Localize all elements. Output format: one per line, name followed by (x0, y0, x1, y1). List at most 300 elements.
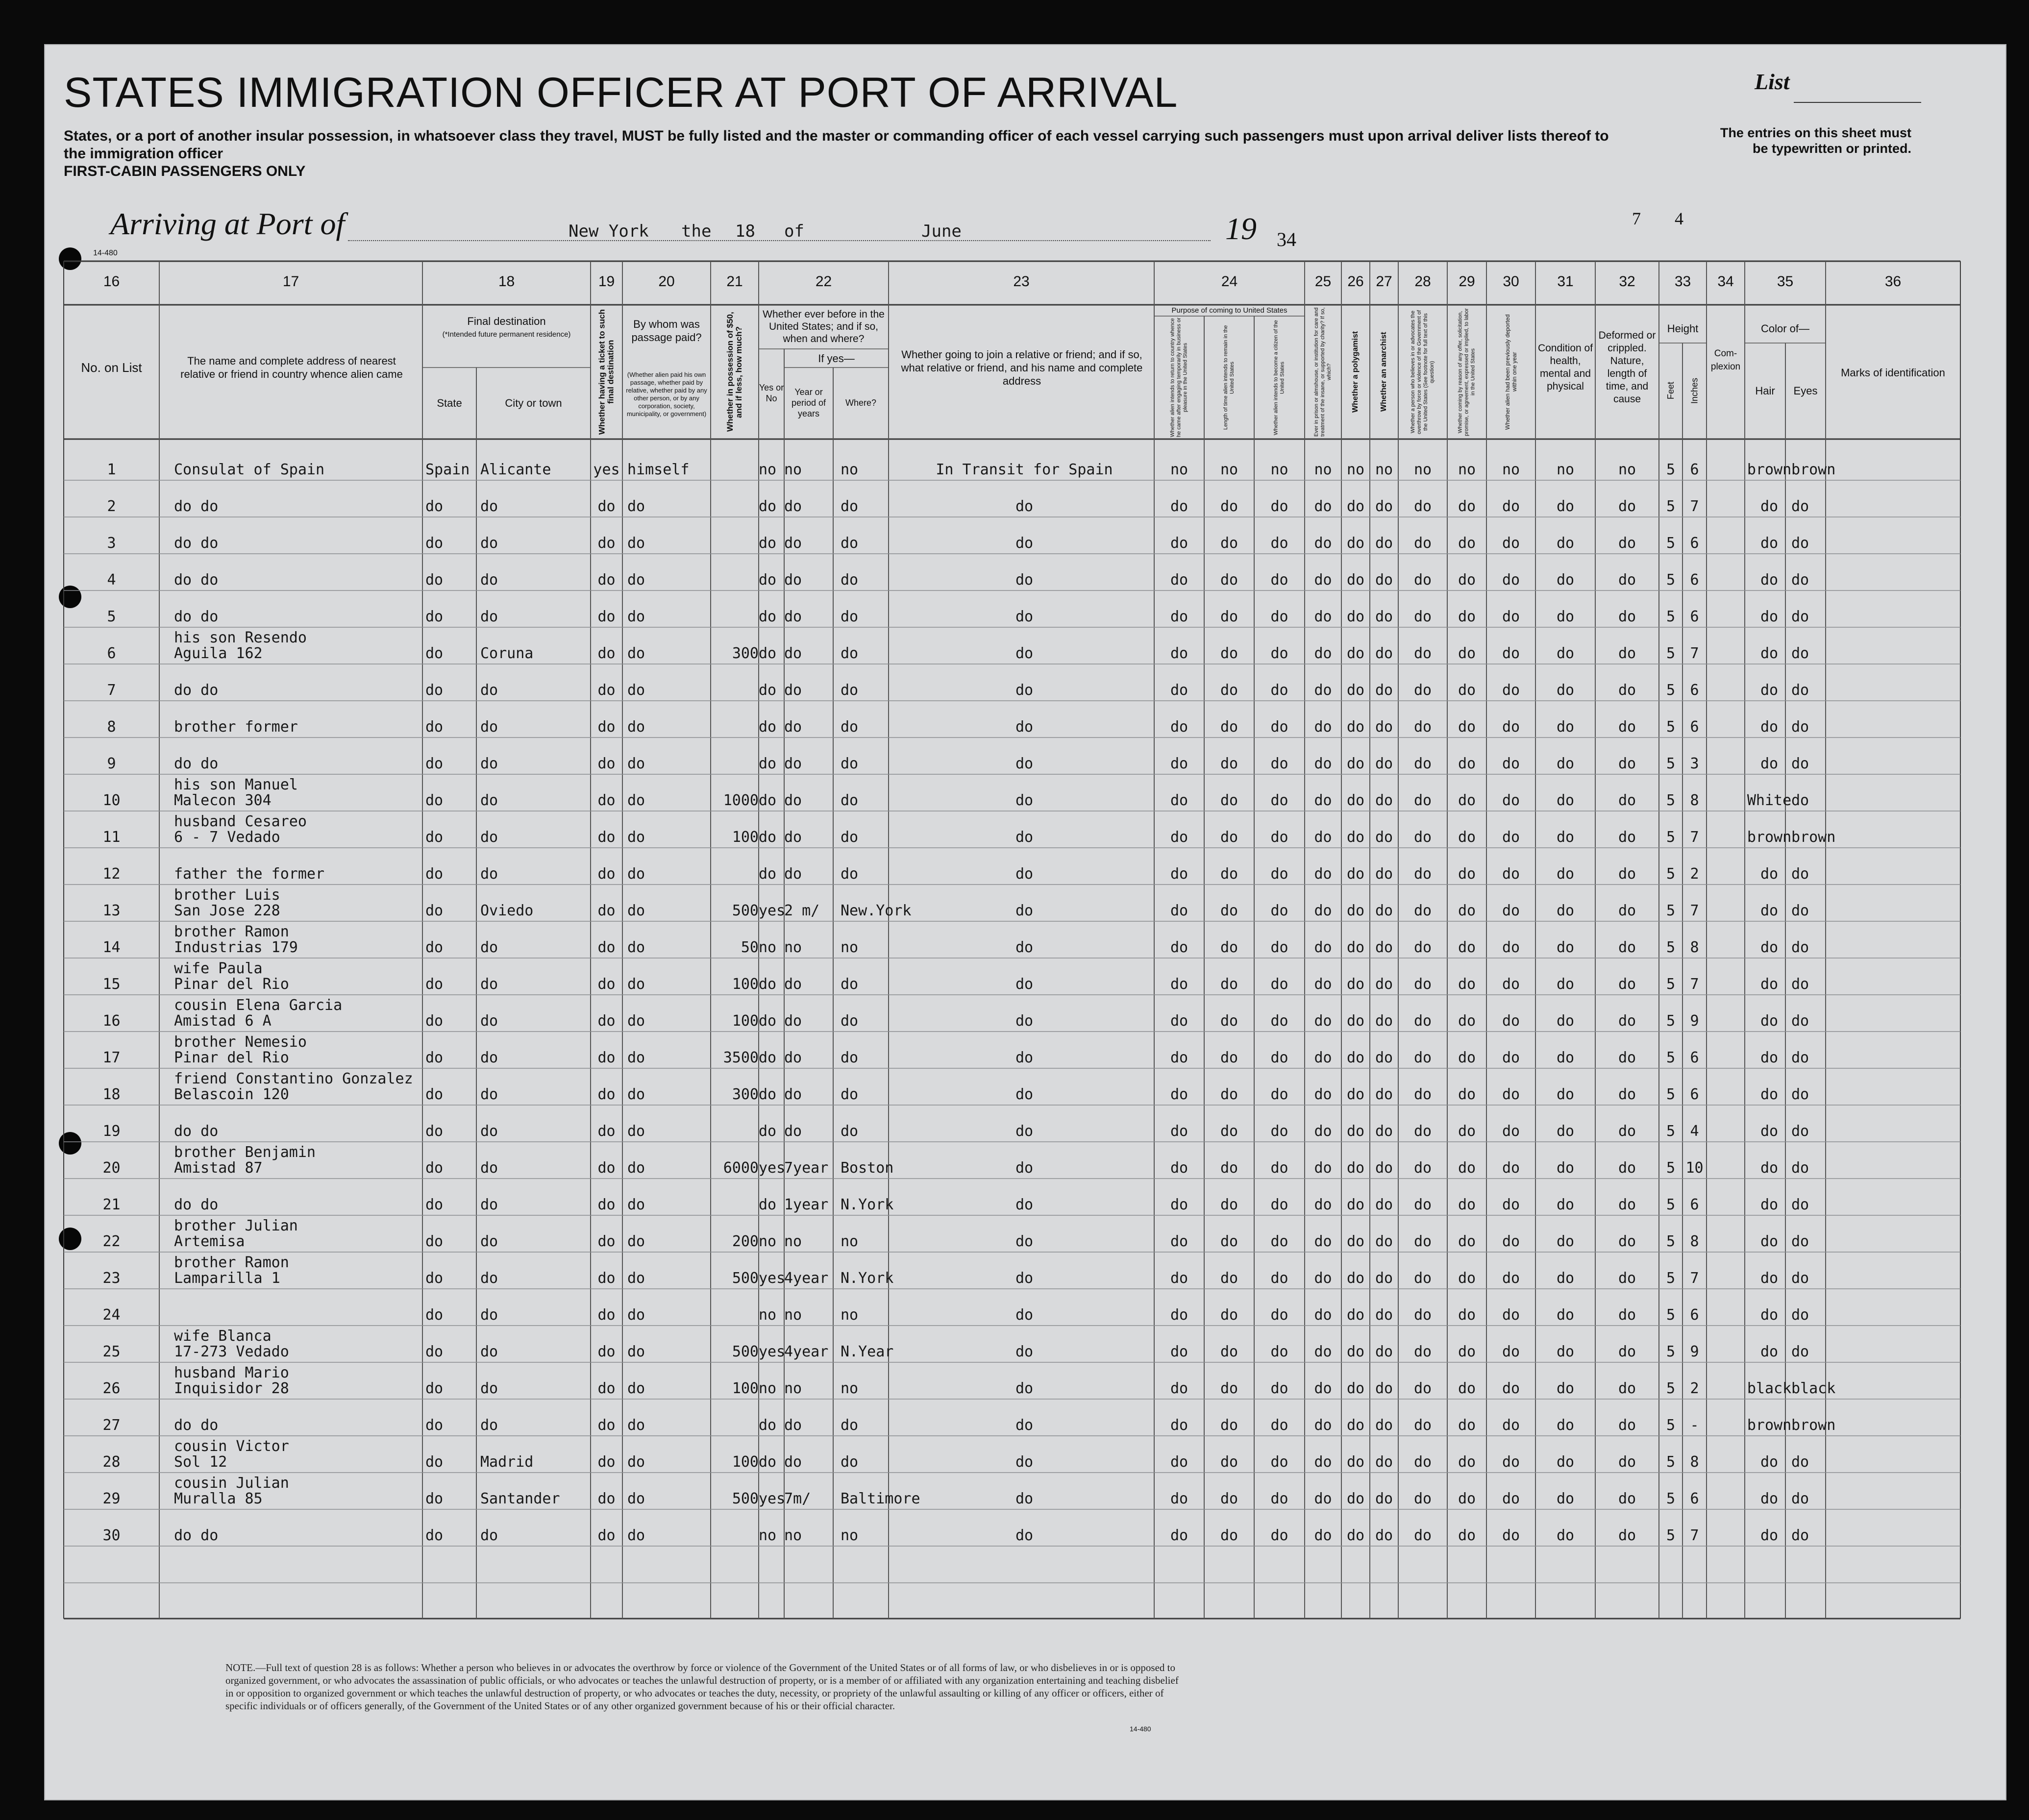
cell-money: 100 (732, 1012, 759, 1030)
cell-relative-line2: Aguila 162 (174, 645, 263, 662)
cell-c27: do (1375, 1417, 1393, 1434)
cell-c32: do (1618, 718, 1636, 736)
cell-city: do (480, 792, 498, 809)
cell-c29: do (1458, 1453, 1476, 1471)
cell-yn: do (759, 571, 777, 589)
cell-paid: do (627, 755, 645, 772)
col-num-24: 24 (1221, 273, 1238, 290)
cell-relative-line2: do do (174, 1123, 219, 1140)
col-num-23: 23 (1013, 273, 1030, 290)
cell-ft: 5 (1666, 645, 1676, 662)
cell-state: do (425, 1343, 444, 1360)
cell-c25: do (1314, 1380, 1332, 1397)
cell-c25: do (1314, 1159, 1332, 1177)
cell-city: Oviedo (480, 902, 534, 919)
cell-p2: do (1220, 939, 1238, 956)
cell-c32: do (1618, 1527, 1636, 1544)
cell-yn: no (759, 1380, 777, 1397)
passage-paid-header: By whom was passage paid? (631, 318, 702, 344)
cell-eyes: do (1791, 902, 1809, 919)
cell-yn: do (759, 1123, 777, 1140)
cell-p3: do (1270, 608, 1288, 625)
cell-c29: do (1458, 1012, 1476, 1030)
cell-c29: do (1458, 1123, 1476, 1140)
cell-ticket: do (597, 1343, 616, 1360)
cell-paid: do (627, 1343, 645, 1360)
cell-c27: do (1375, 682, 1393, 699)
cell-join: do (1015, 682, 1034, 699)
cell-relative-line2: Amistad 87 (174, 1159, 263, 1177)
cell-no: 3 (107, 535, 116, 552)
col-num-17: 17 (282, 273, 299, 290)
cell-join: do (1015, 1049, 1034, 1066)
cell-hair: do (1760, 755, 1779, 772)
cell-money: 200 (732, 1233, 759, 1250)
purpose-a-header: Whether alien intends to return to country whence he came after engaging temporarily in business or pleasure in the United States (1169, 318, 1188, 438)
cell-c26: no (1346, 461, 1365, 478)
cell-join: do (1015, 1123, 1034, 1140)
cell-c26: do (1346, 1123, 1365, 1140)
cell-yn: yes (759, 1159, 786, 1177)
cell-p2: do (1220, 1527, 1238, 1544)
cell-city: do (480, 1049, 498, 1066)
cell-eyes: do (1791, 1233, 1809, 1250)
cell-eyes: brown (1791, 1417, 1836, 1434)
cell-ft: 5 (1666, 1380, 1676, 1397)
cell-c29: do (1458, 608, 1476, 625)
cell-c27: do (1375, 1049, 1393, 1066)
cell-c29: do (1458, 1233, 1476, 1250)
cell-c25: do (1314, 608, 1332, 625)
cell-where: no (841, 1306, 859, 1324)
cell-ft: 5 (1666, 461, 1676, 478)
cell-ft: 5 (1666, 1086, 1676, 1103)
cell-in: 7 (1690, 902, 1699, 919)
cell-hair: do (1760, 682, 1779, 699)
cell-no: 4 (107, 571, 116, 589)
cell-ticket: do (597, 902, 616, 919)
cell-c27: do (1375, 1270, 1393, 1287)
cell-c31: do (1556, 645, 1575, 662)
cell-p2: do (1220, 1380, 1238, 1397)
cell-c26: do (1346, 976, 1365, 993)
cell-city: do (480, 976, 498, 993)
col-num-27: 27 (1376, 273, 1392, 290)
cell-city: do (480, 1380, 498, 1397)
cell-p3: do (1270, 939, 1288, 956)
cell-p2: do (1220, 1012, 1238, 1030)
cell-yn: no (759, 461, 777, 478)
cell-c26: do (1346, 1159, 1365, 1177)
cell-c27: do (1375, 1343, 1393, 1360)
cell-join: do (1015, 1012, 1034, 1030)
cell-c26: do (1346, 792, 1365, 809)
cell-c32: no (1618, 461, 1636, 478)
cell-yr: do (784, 718, 802, 736)
cell-c29: do (1458, 976, 1476, 993)
cell-c25: do (1314, 1453, 1332, 1471)
cell-p2: do (1220, 608, 1238, 625)
cell-c26: do (1346, 682, 1365, 699)
cell-p3: do (1270, 1343, 1288, 1360)
cell-state: do (425, 608, 444, 625)
cell-c25: do (1314, 829, 1332, 846)
cell-c30: do (1502, 1490, 1520, 1507)
cell-c29: do (1458, 1086, 1476, 1103)
cell-p2: do (1220, 1196, 1238, 1213)
cell-c25: do (1314, 1306, 1332, 1324)
cell-in: 6 (1690, 1049, 1699, 1066)
cell-c27: do (1375, 1453, 1393, 1471)
cell-c29: do (1458, 1380, 1476, 1397)
cell-p1: do (1170, 718, 1188, 736)
cell-state: do (425, 1086, 444, 1103)
cell-state: do (425, 939, 444, 956)
cell-c29: do (1458, 1306, 1476, 1324)
cell-no: 23 (102, 1270, 121, 1287)
cell-eyes: do (1791, 1270, 1809, 1287)
cell-hair: do (1760, 1086, 1779, 1103)
cell-hair: do (1760, 902, 1779, 919)
cell-join: do (1015, 1453, 1034, 1471)
cell-c26: do (1346, 865, 1365, 883)
cell-ft: 5 (1666, 535, 1676, 552)
cell-join: do (1015, 1343, 1034, 1360)
cell-ticket: do (597, 1123, 616, 1140)
cell-no: 11 (102, 829, 121, 846)
cell-c31: do (1556, 792, 1575, 809)
cell-p2: do (1220, 1306, 1238, 1324)
cell-paid: do (627, 1233, 645, 1250)
cell-where: do (841, 498, 859, 515)
cell-c26: do (1346, 498, 1365, 515)
cell-p3: do (1270, 1270, 1288, 1287)
cell-city: do (480, 608, 498, 625)
cell-c28: do (1413, 1233, 1432, 1250)
cell-c30: do (1502, 498, 1520, 515)
cell-state: do (425, 1380, 444, 1397)
cell-c31: do (1556, 1343, 1575, 1360)
cell-no: 10 (102, 792, 121, 809)
the-label: the (681, 221, 712, 241)
cell-paid: do (627, 608, 645, 625)
cell-c30: do (1502, 1343, 1520, 1360)
cell-c29: do (1458, 1049, 1476, 1066)
cell-state: do (425, 571, 444, 589)
cell-c27: do (1375, 792, 1393, 809)
cell-c26: do (1346, 1453, 1365, 1471)
cell-c27: do (1375, 1086, 1393, 1103)
cell-yr: no (784, 1306, 802, 1324)
cell-no: 22 (102, 1233, 121, 1250)
cell-c27: do (1375, 1380, 1393, 1397)
cell-c28: do (1413, 1527, 1432, 1544)
cell-city: do (480, 682, 498, 699)
cell-state: do (425, 682, 444, 699)
cell-paid: do (627, 1380, 645, 1397)
inches-header: Inches (1689, 377, 1700, 404)
cell-where: do (841, 608, 859, 625)
cell-state: do (425, 976, 444, 993)
cell-c30: do (1502, 1049, 1520, 1066)
cell-p1: do (1170, 1123, 1188, 1140)
cell-c25: do (1314, 1233, 1332, 1250)
cell-state: do (425, 1417, 444, 1434)
cell-c27: do (1375, 645, 1393, 662)
cell-c30: do (1502, 535, 1520, 552)
cell-ticket: do (597, 1417, 616, 1434)
cell-ticket: do (597, 1270, 616, 1287)
cell-money: 300 (732, 1086, 759, 1103)
cell-yn: no (759, 1527, 777, 1544)
cell-p3: do (1270, 1306, 1288, 1324)
cell-hair: do (1760, 571, 1779, 589)
cell-c26: do (1346, 608, 1365, 625)
cell-p1: do (1170, 865, 1188, 883)
cell-paid: do (627, 1490, 645, 1507)
cell-paid: do (627, 682, 645, 699)
cell-c32: do (1618, 1270, 1636, 1287)
cell-c30: do (1502, 1196, 1520, 1213)
overthrow-header: Whether a person who believes in or advocates the overthrow by force or violence of the Government of the United States (See footnote for full text of this question) (1410, 310, 1435, 434)
cell-ticket: do (597, 1049, 616, 1066)
cell-c26: do (1346, 1306, 1365, 1324)
cell-relative-line2: Malecon 304 (174, 792, 272, 809)
join-relative-header: Whether going to join a relative or friend; and if so, what relative or friend, and his name and complete address (901, 348, 1143, 387)
cell-relative-line2: Consulat of Spain (174, 461, 325, 478)
cell-p2: do (1220, 829, 1238, 846)
cell-city: do (480, 1196, 498, 1213)
cell-join: do (1015, 498, 1034, 515)
cell-c26: do (1346, 829, 1365, 846)
cell-state: do (425, 1270, 444, 1287)
cell-city: Madrid (480, 1453, 534, 1471)
cell-no: 16 (102, 1012, 121, 1030)
cell-c29: do (1458, 571, 1476, 589)
cell-no: 12 (102, 865, 121, 883)
cell-p3: do (1270, 1012, 1288, 1030)
cell-ticket: do (597, 608, 616, 625)
cell-money: 500 (732, 1270, 759, 1287)
cell-where: no (841, 1380, 859, 1397)
cell-c26: do (1346, 1343, 1365, 1360)
cell-eyes: do (1791, 608, 1809, 625)
cell-hair: brown (1747, 461, 1792, 478)
cell-p3: do (1270, 718, 1288, 736)
cell-c31: do (1556, 1012, 1575, 1030)
cell-no: 30 (102, 1527, 121, 1544)
cell-c27: no (1375, 461, 1393, 478)
cell-in: 2 (1690, 1380, 1699, 1397)
cell-yr: 1year (784, 1196, 829, 1213)
cell-ft: 5 (1666, 571, 1676, 589)
cell-c31: do (1556, 1306, 1575, 1324)
month-value: June (921, 221, 962, 241)
cell-state: do (425, 865, 444, 883)
cell-p2: do (1220, 498, 1238, 515)
cell-city: do (480, 1123, 498, 1140)
cell-in: 8 (1690, 939, 1699, 956)
cell-in: 7 (1690, 1270, 1699, 1287)
cell-c29: do (1458, 498, 1476, 515)
cell-c25: do (1314, 792, 1332, 809)
cell-c28: do (1413, 1306, 1432, 1324)
cell-city: do (480, 1159, 498, 1177)
cell-where: no (841, 1233, 859, 1250)
cell-c26: do (1346, 1086, 1365, 1103)
cell-c25: do (1314, 1012, 1332, 1030)
cell-c29: do (1458, 1490, 1476, 1507)
final-destination-note: (*Intended future permanent residence) (442, 330, 571, 339)
cell-city: do (480, 1086, 498, 1103)
cell-c29: do (1458, 902, 1476, 919)
cell-yn: yes (759, 1270, 786, 1287)
cell-no: 24 (102, 1306, 121, 1324)
cell-ticket: do (597, 1453, 616, 1471)
cell-state: do (425, 829, 444, 846)
marks-header: Marks of identification (1841, 366, 1945, 379)
cell-c30: do (1502, 718, 1520, 736)
cell-c27: do (1375, 976, 1393, 993)
cell-join: do (1015, 902, 1034, 919)
cell-ft: 5 (1666, 1453, 1676, 1471)
cell-paid: do (627, 1270, 645, 1287)
cell-join: do (1015, 718, 1034, 736)
cell-where: New.York (841, 902, 912, 919)
cell-c27: do (1375, 902, 1393, 919)
cell-ticket: do (597, 535, 616, 552)
cell-c28: do (1413, 865, 1432, 883)
city-header: City or town (505, 396, 562, 409)
cell-p2: do (1220, 535, 1238, 552)
cell-p3: do (1270, 829, 1288, 846)
cell-c25: do (1314, 1196, 1332, 1213)
cell-where: do (841, 976, 859, 993)
cell-c32: do (1618, 1380, 1636, 1397)
cell-p1: do (1170, 1270, 1188, 1287)
cell-hair: do (1760, 718, 1779, 736)
day-value: 18 (735, 221, 755, 241)
cell-hair: do (1760, 645, 1779, 662)
cell-join: do (1015, 1417, 1034, 1434)
cell-p1: do (1170, 1233, 1188, 1250)
cell-c29: do (1458, 829, 1476, 846)
cell-state: Spain (425, 461, 470, 478)
cell-no: 26 (102, 1380, 121, 1397)
cell-c27: do (1375, 1306, 1393, 1324)
cell-c26: do (1346, 1490, 1365, 1507)
year-period-header: Year or period of years (791, 387, 826, 418)
of-label: of (784, 221, 804, 241)
cell-c30: no (1502, 461, 1520, 478)
cell-c30: do (1502, 1159, 1520, 1177)
cell-yn: no (759, 1306, 777, 1324)
cell-eyes: do (1791, 1343, 1809, 1360)
cell-yr: no (784, 939, 802, 956)
cell-where: do (841, 755, 859, 772)
cell-paid: do (627, 645, 645, 662)
col-num-21: 21 (726, 273, 743, 290)
cell-c28: do (1413, 608, 1432, 625)
cell-c26: do (1346, 1417, 1365, 1434)
cell-relative-line2: Pinar del Rio (174, 976, 289, 993)
cell-join: do (1015, 645, 1034, 662)
cell-yr: 7year (784, 1159, 829, 1177)
cell-relative-line1: wife Blanca (174, 1328, 272, 1345)
cell-c25: do (1314, 1417, 1332, 1434)
cell-yr: no (784, 461, 802, 478)
cell-c29: do (1458, 1270, 1476, 1287)
cell-c29: do (1458, 682, 1476, 699)
cell-ticket: do (597, 1159, 616, 1177)
cell-money: 50 (741, 939, 759, 956)
cell-p3: do (1270, 1196, 1288, 1213)
height-header: Height (1667, 322, 1699, 335)
cell-no: 21 (102, 1196, 121, 1213)
cell-state: do (425, 1306, 444, 1324)
cell-c28: do (1413, 1417, 1432, 1434)
cell-in: 6 (1690, 1306, 1699, 1324)
cell-state: do (425, 645, 444, 662)
cell-yr: do (784, 645, 802, 662)
cell-paid: himself (627, 461, 690, 478)
cell-c29: do (1458, 645, 1476, 662)
cell-yr: 2 m/ (784, 902, 820, 919)
cell-where: do (841, 865, 859, 883)
cell-eyes: do (1791, 792, 1809, 809)
cell-state: do (425, 718, 444, 736)
cell-paid: do (627, 1306, 645, 1324)
cell-eyes: do (1791, 1159, 1809, 1177)
cell-paid: do (627, 535, 645, 552)
col-num-20: 20 (658, 273, 675, 290)
cell-p2: do (1220, 902, 1238, 919)
cell-ft: 5 (1666, 1012, 1676, 1030)
cell-c26: do (1346, 1527, 1365, 1544)
cell-paid: do (627, 976, 645, 993)
hair-header: Hair (1755, 384, 1775, 397)
cell-c31: do (1556, 976, 1575, 993)
cell-p2: do (1220, 1453, 1238, 1471)
cell-join: do (1015, 1159, 1034, 1177)
cell-relative-line2: do do (174, 1196, 219, 1213)
cell-c30: do (1502, 1233, 1520, 1250)
cell-p2: do (1220, 1086, 1238, 1103)
cell-c30: do (1502, 645, 1520, 662)
col-num-28: 28 (1414, 273, 1431, 290)
cell-c30: do (1502, 1086, 1520, 1103)
cell-p2: do (1220, 1049, 1238, 1066)
cell-eyes: brown (1791, 829, 1836, 846)
cell-c28: do (1413, 1343, 1432, 1360)
cell-c31: do (1556, 1527, 1575, 1544)
cell-c28: do (1413, 1380, 1432, 1397)
cell-p3: do (1270, 498, 1288, 515)
cell-ft: 5 (1666, 1233, 1676, 1250)
cell-c28: do (1413, 682, 1432, 699)
cell-relative-line1: his son Resendo (174, 629, 307, 646)
cell-relative-line1: husband Cesareo (174, 813, 307, 830)
col-num-30: 30 (1503, 273, 1519, 290)
cell-c30: do (1502, 939, 1520, 956)
cell-p2: do (1220, 1490, 1238, 1507)
col-num-19: 19 (598, 273, 615, 290)
cell-p3: do (1270, 792, 1288, 809)
cell-c30: do (1502, 1453, 1520, 1471)
cell-relative-line2: San Jose 228 (174, 902, 280, 919)
cell-ft: 5 (1666, 498, 1676, 515)
labor-header: Whether coming by reason of any offer, solicitation, promise, or agreement, expressed or implied, to labor in the United States (1457, 308, 1476, 436)
